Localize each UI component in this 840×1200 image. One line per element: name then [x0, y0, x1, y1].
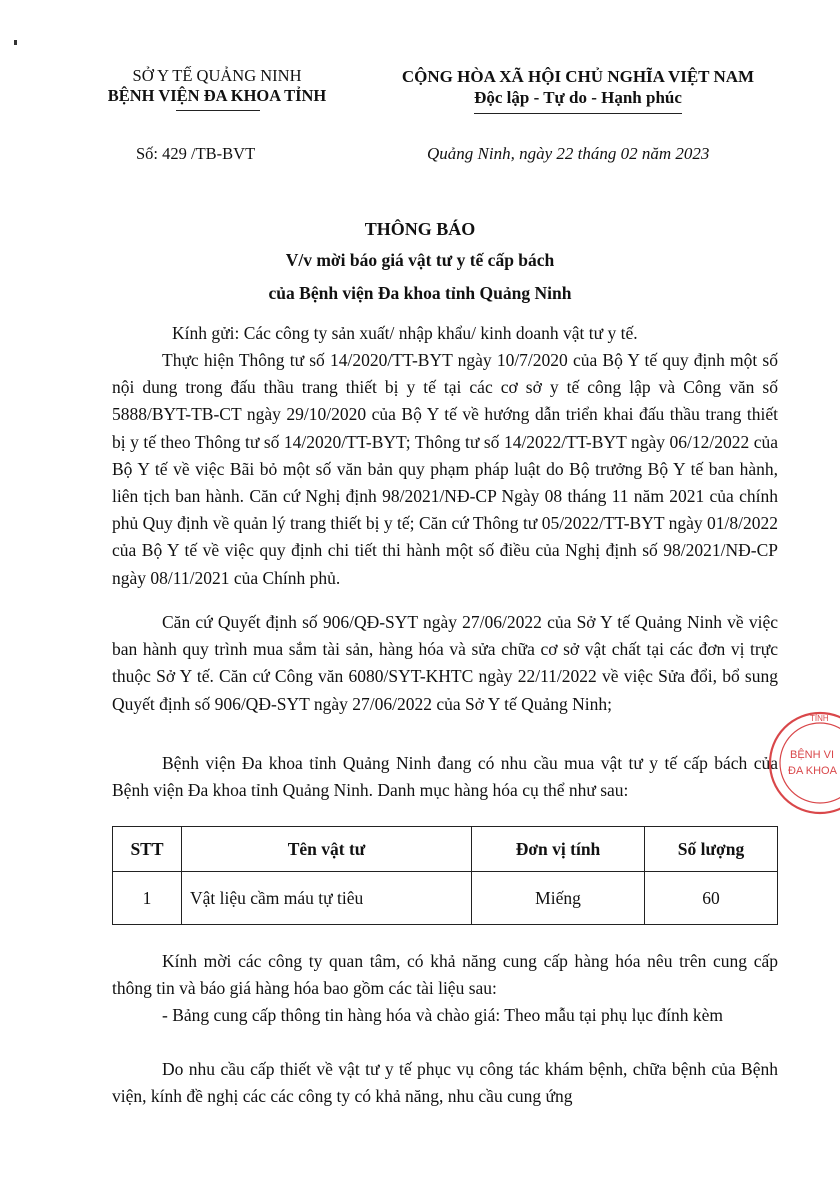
paragraph-invitation: Kính mời các công ty quan tâm, có khả năng cung cấp hàng hóa nêu trên cung cấp thông tin và báo giá hàng hóa bao gồm các tài liệu sau: [112, 951, 778, 999]
col-header-quantity: Số lượng [645, 827, 778, 872]
org-header [92, 66, 342, 106]
paragraph-request: Do nhu cầu cấp thiết về vật tư y tế phục vụ công tác khám bệnh, chữa bệnh của Bệnh viện, kính đề nghị các các công ty có khả năng, nhu cầu cung ứng [112, 1059, 778, 1107]
paragraph-required-docs: - Bảng cung cấp thông tin hàng hóa và chào giá: Theo mẫu tại phụ lục đính kèm [162, 1005, 723, 1025]
cell-unit: Miếng [472, 872, 645, 925]
document-number: Số: 429 /TB-BVT [136, 144, 256, 163]
stamp-line-2: ĐA KHOA [788, 765, 837, 777]
table-row [113, 872, 778, 925]
document-title: THÔNG BÁO [364, 219, 476, 239]
paragraph-legal-basis: Thực hiện Thông tư số 14/2020/TT-BYT ngày 10/7/2020 của Bộ Y tế quy định một số nội dung trong đấu thầu trang thiết bị y tế tại các cơ sở y tế công lập và Công văn số 5888/BYT-TB-CT ngày 29/10/2020 của Bộ Y tế về hướng dẫn triển khai đấu thầu trang thiết bị y tế theo Thông tư số 14/2020/TT-BYT; Thông tư số 14/2022/TT-BYT ngày 06/12/2022 của Bộ Y tế về việc Bãi bỏ một số văn bản quy phạm pháp luật do Bộ trưởng Bộ Y tế ban hành, liên tịch ban hành. Căn cứ Nghị định 98/2021/NĐ-CP Ngày 08 tháng 11 năm 2021 của chính phủ Quy định về quản lý trang thiết bị y tế; Căn cứ Thông tư 05/2022/TT-BYT ngày 01/8/2022 của Bộ Y tế về việc quy định chi tiết thi hành một số điều của Nghị định số 98/2021/NĐ-CP ngày 08/11/2021 của Chính phủ. [112, 350, 778, 588]
scan-speck [14, 40, 17, 45]
org-parent: SỞ Y TẾ QUẢNG NINH [132, 66, 302, 85]
paragraph-decision-basis: Căn cứ Quyết định số 906/QĐ-SYT ngày 27/06/2022 của Sở Y tế Quảng Ninh về việc ban hành quy trình mua sắm tài sản, hàng hóa và sửa chữa cơ sở vật chất tại các đơn vị trực thuộc Sở Y tế. Căn cứ Công văn 6080/SYT-KHTC ngày 22/11/2022 về việc Sửa đổi, bổ sung Quyết định số 906/QĐ-SYT ngày 27/06/2022 của Sở Y tế Quảng Ninh; [112, 612, 778, 714]
place-date: Quảng Ninh, ngày 22 tháng 02 năm 2023 [427, 144, 710, 163]
stamp-line-1: BỆNH VI [790, 749, 835, 761]
greeting: Kính gửi: Các công ty sản xuất/ nhập khẩu/ kinh doanh vật tư y tế. [172, 323, 638, 343]
col-header-name: Tên vật tư [182, 827, 472, 872]
paragraph-need: Bệnh viện Đa khoa tỉnh Quảng Ninh đang có nhu cầu mua vật tư y tế cấp bách của Bệnh viện Đa khoa tỉnh Quảng Ninh. Danh mục hàng hóa cụ thể như sau: [112, 753, 778, 801]
nation-header [358, 66, 798, 108]
org-name: BỆNH VIỆN ĐA KHOA TỈNH [107, 86, 327, 105]
org-underline [176, 110, 260, 111]
nation-name: CỘNG HÒA XÃ HỘI CHỦ NGHĨA VIỆT NAM [401, 67, 755, 86]
cell-name: Vật liệu cầm máu tự tiêu [182, 872, 472, 925]
cell-quantity: 60 [645, 872, 778, 925]
col-header-stt: STT [113, 827, 182, 872]
goods-table [112, 826, 778, 925]
document-subject-line-2: của Bệnh viện Đa khoa tỉnh Quảng Ninh [268, 283, 572, 303]
document-subject-line-1: V/v mời báo giá vật tư y tế cấp bách [285, 250, 555, 270]
stamp-top-text: TỈNH [810, 714, 829, 723]
table-header-row [113, 827, 778, 872]
col-header-unit: Đơn vị tính [472, 827, 645, 872]
red-seal-stamp [754, 708, 840, 818]
nation-motto: Độc lập - Tự do - Hạnh phúc [474, 88, 682, 107]
motto-underline [474, 113, 682, 114]
cell-stt: 1 [113, 872, 182, 925]
